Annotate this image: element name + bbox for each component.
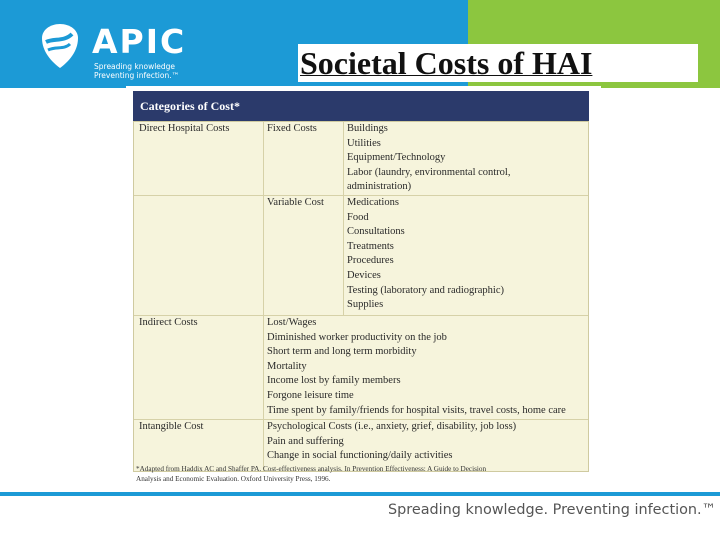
list-item: Lost/Wages xyxy=(267,317,317,328)
list-item: Buildings xyxy=(347,123,388,134)
list-item: Forgone leisure time xyxy=(267,389,354,401)
cost-table-image xyxy=(126,86,601,490)
list-item: Devices xyxy=(347,269,381,281)
footer-rule xyxy=(0,492,720,496)
subcategory-cell: Variable Cost xyxy=(267,197,324,208)
list-item: Short term and long term morbidity xyxy=(267,346,417,358)
list-item: administration) xyxy=(347,181,412,193)
list-item: Procedures xyxy=(347,255,394,267)
brand-tagline xyxy=(94,62,179,80)
list-item: Income lost by family members xyxy=(267,375,401,387)
table-heading: Categories of Cost* xyxy=(133,91,589,121)
list-item: Time spent by family/friends for hospital visits, travel costs, home care xyxy=(267,404,566,416)
table-body xyxy=(133,121,589,472)
list-item: Utilities xyxy=(347,137,381,149)
brand-tagline-line1: Spreading knowledge xyxy=(94,62,176,71)
list-item: Equipment/Technology xyxy=(347,152,446,164)
items-cell xyxy=(347,196,587,313)
table-footnote xyxy=(136,465,586,484)
list-item: Change in social functioning/daily activities xyxy=(267,450,453,462)
subcategory-cell: Fixed Costs xyxy=(267,123,317,134)
list-item: Food xyxy=(347,211,369,223)
table-row xyxy=(134,420,588,471)
items-cell xyxy=(347,122,587,195)
apic-logo xyxy=(30,18,210,84)
category-cell: Direct Hospital Costs xyxy=(139,123,230,134)
footnote-line: Analysis and Economic Evaluation. Oxford University Press, 1996. xyxy=(136,474,331,483)
apic-shield-icon xyxy=(34,20,86,72)
footnote-line: *Adapted from Haddix AC and Shaffer PA. Cost-effectiveness analysis. In Prevention Effectiveness: A Guide to Decision xyxy=(136,465,487,473)
table-row xyxy=(134,122,588,196)
slide-title: Societal Costs of HAI xyxy=(298,44,698,82)
category-cell: Indirect Costs xyxy=(139,317,198,328)
items-cell xyxy=(267,420,587,464)
brand-name: APIC xyxy=(92,22,187,61)
list-item: Supplies xyxy=(347,299,384,311)
items-cell xyxy=(267,316,587,418)
list-item: Treatments xyxy=(347,240,394,252)
list-item: Psychological Costs (i.e., anxiety, grief, disability, job loss) xyxy=(267,421,517,432)
category-cell: Intangible Cost xyxy=(139,421,204,432)
list-item: Pain and suffering xyxy=(267,435,344,447)
list-item: Diminished worker productivity on the job xyxy=(267,331,447,343)
list-item: Labor (laundry, environmental control, xyxy=(347,166,511,178)
table-row xyxy=(134,316,588,420)
column-divider xyxy=(343,122,344,195)
table-row xyxy=(134,196,588,316)
column-divider xyxy=(343,196,344,315)
footer-tagline: Spreading knowledge. Preventing infection.™ xyxy=(388,502,716,518)
list-item: Consultations xyxy=(347,226,405,238)
list-item: Mortality xyxy=(267,360,307,372)
list-item: Medications xyxy=(347,197,399,208)
brand-tagline-line2: Preventing infection.™ xyxy=(94,71,180,80)
list-item: Testing (laboratory and radiographic) xyxy=(347,284,504,296)
